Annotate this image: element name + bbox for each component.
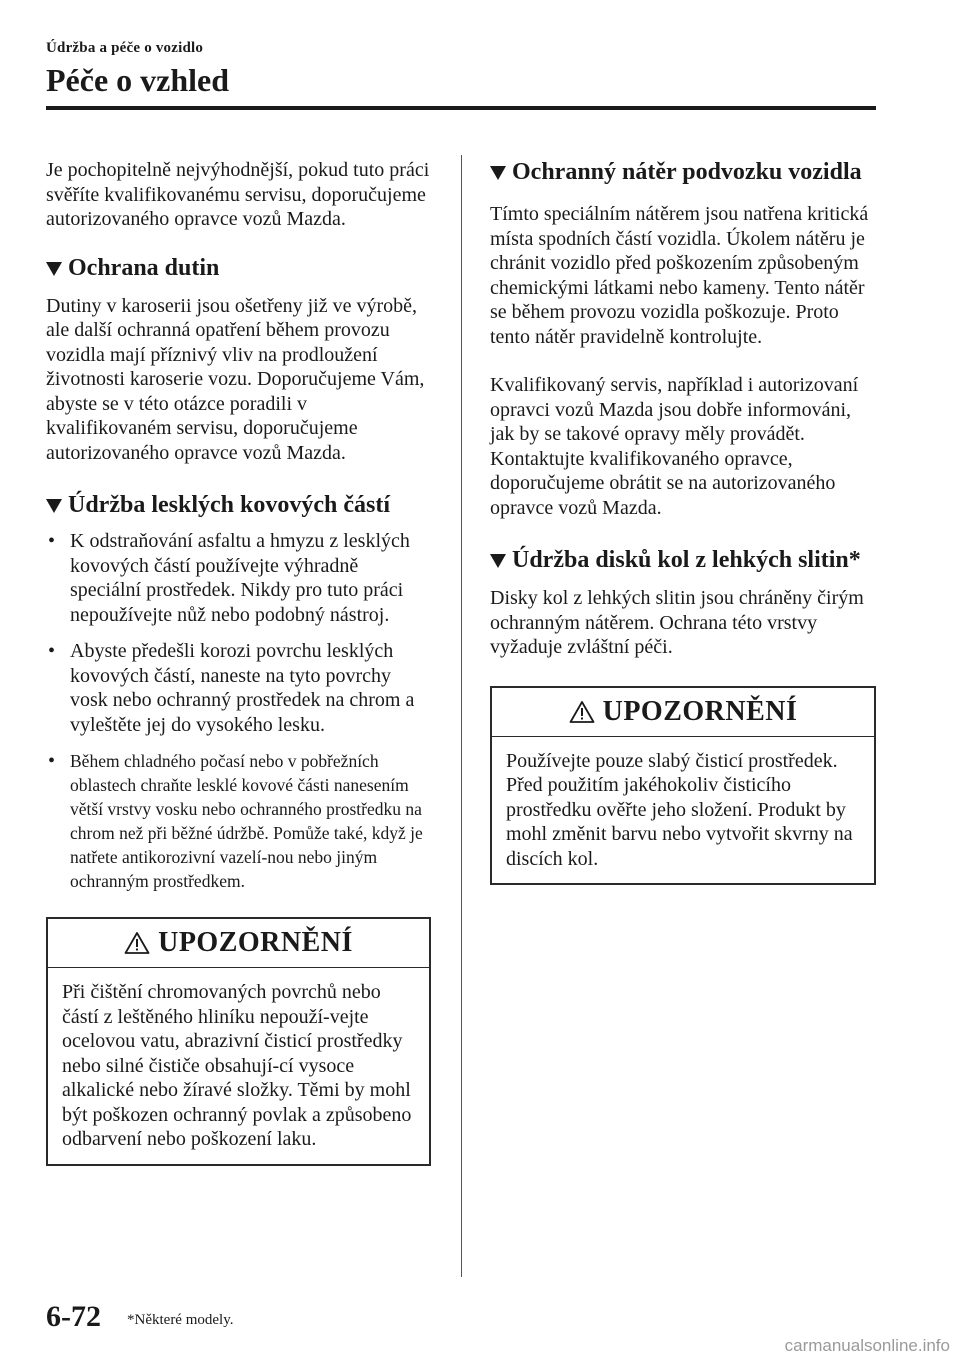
- metal-bullet-list: [46, 529, 431, 893]
- list-item: [46, 749, 431, 893]
- page-number: 6-72: [46, 1300, 101, 1333]
- warning-text: Používejte pouze slabý čisticí prostředek. Před použitím jakéhokoliv čisticího prostředku ověřte jeho složení. Produkt by mohl změnit barvu nebo vytvořit skvrny na discích kol.: [506, 749, 853, 870]
- section-heading-text: Ochrana dutin: [68, 254, 220, 281]
- column-divider: [461, 155, 462, 1277]
- section-heading-cavity: [46, 254, 431, 282]
- right-column: [490, 158, 876, 885]
- warning-box-chrome: [46, 917, 431, 1166]
- triangle-down-icon: [490, 166, 506, 180]
- left-column: [46, 158, 431, 1166]
- warning-header: [48, 919, 429, 968]
- triangle-down-icon: [490, 554, 506, 568]
- breadcrumb: Údržba a péče o vozidlo: [46, 40, 204, 56]
- list-item: [46, 639, 431, 737]
- list-item-text: K odstraňování asfaltu a hmyzu z lesklých kovových částí používejte výhradně speciální prostředek. Nikdy pro tuto práci nepoužívejte nůž nebo podobný nástroj.: [70, 530, 410, 626]
- warning-title: UPOZORNĚNÍ: [602, 695, 798, 727]
- list-item-text: Abyste předešli korozi povrchu lesklých kovových částí, naneste na tyto povrchy vosk nebo ochranný prostředek na chrom a vyleštěte jej do vysokého lesku.: [70, 640, 415, 736]
- list-item-text: Během chladného počasí nebo v pobřežních oblastech chraňte lesklé kovové části nanesením větší vrstvy vosku nebo ochranného prostředku na chrom než při běžné údržbě. Pomůže také, když je natřete antikorozivní vazelí-nou nebo jiným ochranným prostředkem.: [70, 751, 423, 891]
- watermark: carmanualsonline.info: [784, 1336, 950, 1355]
- warning-header: [492, 688, 874, 737]
- warning-title: UPOZORNĚNÍ: [158, 927, 353, 958]
- warning-text: Při čištění chromovaných povrchů nebo částí z leštěného hliníku nepouží-vejte ocelovou vatu, abrazivní čisticí prostředky nebo silné čističe obsahují-cí vysoce alkalické nebo žíravé složky. Těmi by mohl být poškozen ochranný povlak a způsobeno odbarvení nebo poškození laku.: [62, 981, 412, 1150]
- warning-triangle-icon: [124, 931, 150, 955]
- warning-box-wheels: [490, 686, 876, 886]
- section-heading-wheels: [490, 546, 876, 574]
- list-item: [46, 529, 431, 627]
- triangle-down-icon: [46, 499, 62, 513]
- section-heading-metal: [46, 491, 431, 519]
- bullet-icon: •: [48, 750, 56, 772]
- wheels-paragraph: Disky kol z lehkých slitin jsou chráněny čirým ochranným nátěrem. Ochrana této vrstvy vyžaduje zvláštní péči.: [490, 587, 864, 658]
- title-rule: [46, 106, 876, 110]
- intro-paragraph: Je pochopitelně nejvýhodnější, pokud tuto práci svěříte kvalifikovanému servisu, doporučujeme autorizovaného opravce vozů Mazda.: [46, 159, 430, 230]
- cavity-paragraph: Dutiny v karoserii jsou ošetřeny již ve výrobě, ale další ochranná opatření během provozu vozidla mají příznivý vliv na prodloužení životnosti karoserie vozu. Doporučujeme Vám, abyste se v této otázce poradili v kvalifikovaném servisu, doporučujeme autorizovaného opravce vozů Mazda.: [46, 294, 425, 464]
- triangle-down-icon: [46, 262, 62, 276]
- bullet-icon: •: [48, 640, 56, 662]
- underbody-paragraph-1: Tímto speciálním nátěrem jsou natřena kritická místa spodních částí vozidla. Úkolem nátěru je chránit vozidlo před poškozením způsobeným chemickými látkami nebo kameny. Tento nátěr se během provozu vozidla poškozuje. Proto tento nátěr pravidelně kontrolujte.: [490, 203, 869, 348]
- section-heading-text: Ochranný nátěr podvozku vozidla: [512, 159, 862, 185]
- section-heading-text: Údržba disků kol z lehkých slitin*: [512, 547, 861, 573]
- warning-triangle-icon: [569, 700, 595, 724]
- section-heading-text: Údržba lesklých kovových částí: [68, 492, 391, 518]
- page-title: Péče o vzhled: [46, 62, 230, 98]
- section-heading-underbody: [490, 158, 876, 186]
- underbody-paragraph-2: Kvalifikovaný servis, například i autorizovaní opravci vozů Mazda jsou dobře informováni, jak by se takové opravy měly provádět. Kontaktujte kvalifikovaného opravce, doporučujeme obrátit se na autorizovaného opravce vozů Mazda.: [490, 374, 859, 519]
- bullet-icon: •: [48, 530, 56, 552]
- footnote: *Některé modely.: [127, 1312, 234, 1328]
